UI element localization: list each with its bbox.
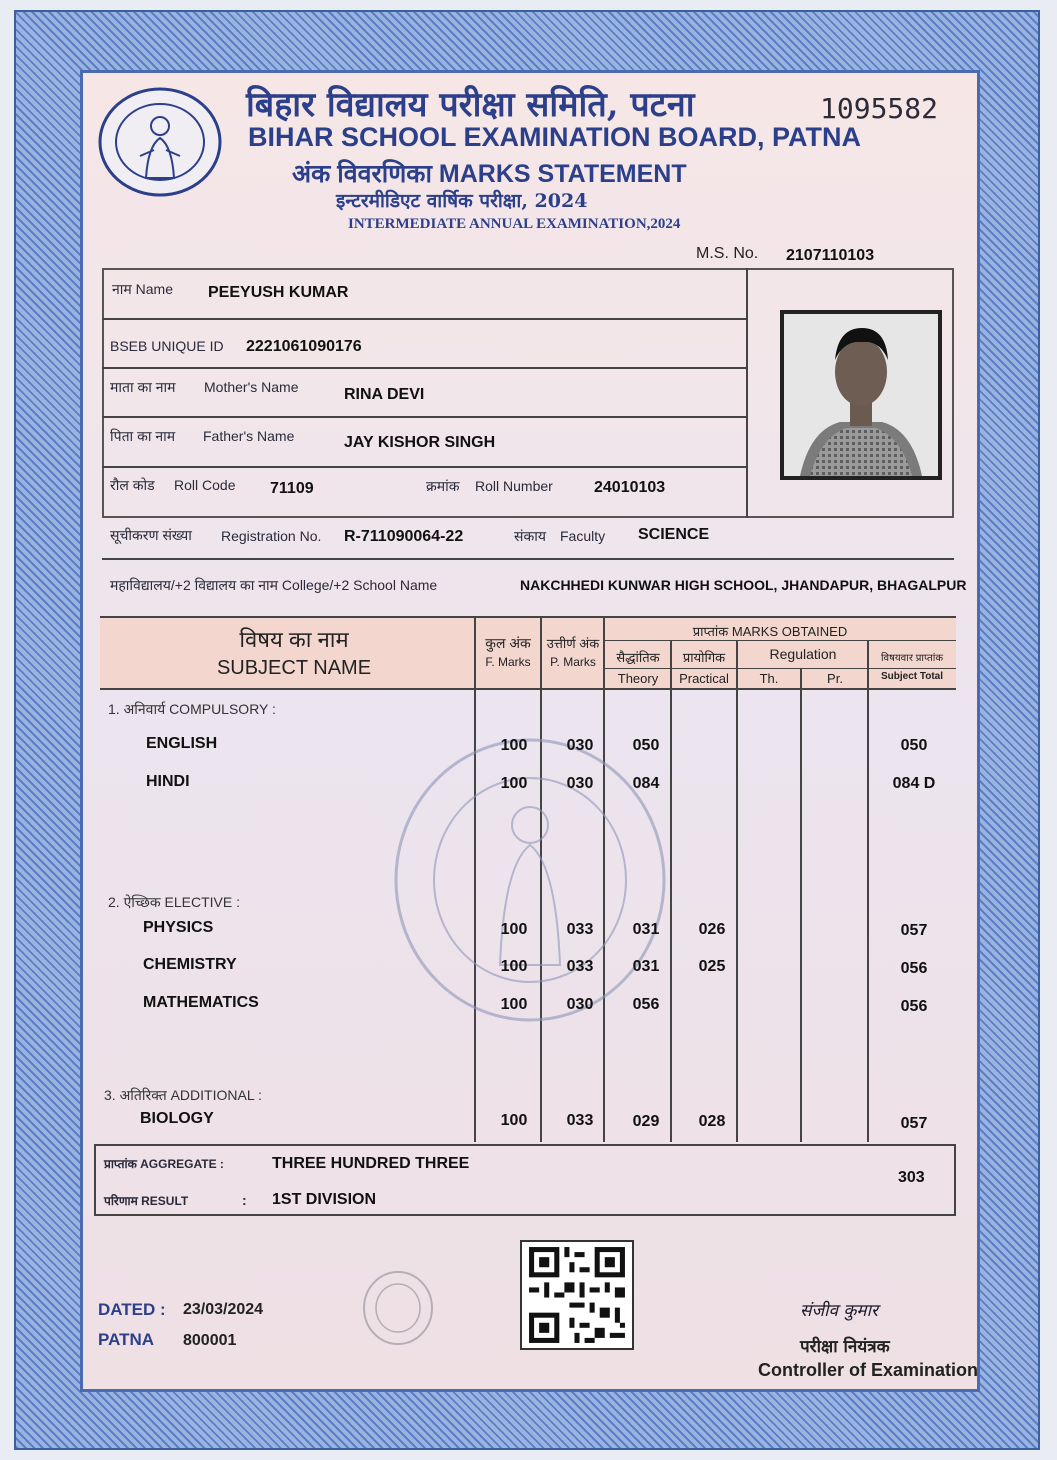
subject-total: 057 xyxy=(900,922,928,939)
full-marks: 100 xyxy=(500,996,528,1013)
ms-no-label: M.S. No. xyxy=(696,245,759,262)
pmarks-header-english: P. Marks xyxy=(550,655,596,669)
marks-obtained-header: प्राप्तांक MARKS OBTAINED xyxy=(692,624,848,639)
practical-header-english: Practical xyxy=(679,671,729,686)
qr-code-icon xyxy=(522,1242,632,1348)
regulation-header: Regulation xyxy=(769,646,837,662)
pin-code: 800001 xyxy=(183,1332,237,1349)
theory-header-hindi: सैद्धांतिक xyxy=(616,650,660,665)
subject-total: 057 xyxy=(900,1115,928,1132)
pass-marks: 030 xyxy=(566,737,594,754)
theory-marks: 031 xyxy=(632,921,660,938)
subject-name: CHEMISTRY xyxy=(143,956,237,973)
section-compulsory: 1. अनिवार्य COMPULSORY : xyxy=(108,701,276,717)
fmarks-header-english: F. Marks xyxy=(485,655,531,669)
controller-signature: संजीव कुमार xyxy=(800,1301,878,1321)
reg-label-english: Registration No. xyxy=(221,528,322,544)
rollcode-label-english: Roll Code xyxy=(174,477,236,493)
board-seal-logo xyxy=(96,86,224,198)
pass-marks: 033 xyxy=(566,921,594,938)
subject-name: BIOLOGY xyxy=(140,1110,214,1127)
practical-marks: 025 xyxy=(698,958,726,975)
aggregate-words: THREE HUNDRED THREE xyxy=(272,1155,470,1172)
subject-header-hindi: विषय का नाम xyxy=(239,627,349,652)
reg-value: R-711090064-22 xyxy=(344,528,464,545)
rollno-label-english: Roll Number xyxy=(475,478,553,494)
full-marks: 100 xyxy=(500,958,528,975)
place-label: PATNA xyxy=(98,1330,155,1349)
uid-label: BSEB UNIQUE ID xyxy=(110,338,224,354)
fmarks-header-hindi: कुल अंक xyxy=(485,635,531,651)
practical-marks: 026 xyxy=(698,921,726,938)
father-name: JAY KISHOR SINGH xyxy=(344,434,496,451)
theory-header-english: Theory xyxy=(617,671,659,686)
subject-total-header-hindi: विषयवार प्राप्तांक xyxy=(880,653,944,664)
subject-name: HINDI xyxy=(146,773,190,790)
student-photo xyxy=(780,310,942,480)
subject-total: 056 xyxy=(900,998,928,1015)
theory-marks: 056 xyxy=(632,996,660,1013)
result-value: 1ST DIVISION xyxy=(272,1191,377,1208)
rollno-label-hindi: क्रमांक xyxy=(426,478,460,494)
exam-title-english: INTERMEDIATE ANNUAL EXAMINATION,2024 xyxy=(348,216,681,232)
issue-date: 23/03/2024 xyxy=(183,1301,264,1318)
qr-code-frame xyxy=(520,1240,634,1350)
aggregate-total: 303 xyxy=(898,1169,925,1186)
regulation-th-header: Th. xyxy=(759,671,779,686)
full-marks: 100 xyxy=(500,1112,528,1129)
practical-header-hindi: प्रायोगिक xyxy=(682,650,726,665)
subject-total: 056 xyxy=(900,960,928,977)
rollcode-value: 71109 xyxy=(270,480,314,497)
theory-marks: 029 xyxy=(632,1113,660,1130)
dated-label: DATED : xyxy=(98,1300,166,1319)
statement-title: अंक विवरणिका MARKS STATEMENT xyxy=(292,160,687,188)
serial-number: 1095582 xyxy=(820,92,939,125)
faculty-value: SCIENCE xyxy=(638,526,710,543)
regulation-pr-header: Pr. xyxy=(827,671,843,686)
full-marks: 100 xyxy=(500,775,528,792)
uid-value: 2221061090176 xyxy=(246,338,362,355)
pmarks-header-hindi: उत्तीर्ण अंक xyxy=(546,636,600,651)
pass-marks: 033 xyxy=(566,1112,594,1129)
faculty-label-hindi: संकाय xyxy=(514,528,546,544)
embossed-seal xyxy=(360,1268,436,1348)
college-label: महाविद्यालय/+2 विद्यालय का नाम College/+2 School Name xyxy=(110,577,438,593)
father-label-english: Father's Name xyxy=(203,428,295,444)
result-separator: : xyxy=(242,1192,247,1208)
name-label: नाम Name xyxy=(112,281,174,297)
college-name: NAKCHHEDI KUNWAR HIGH SCHOOL, JHANDAPUR, BHAGALPUR xyxy=(520,577,967,593)
controller-title-english: Controller of Examination xyxy=(758,1360,979,1380)
subject-total-header-english: Subject Total xyxy=(880,671,944,682)
student-name: PEEYUSH KUMAR xyxy=(208,284,349,301)
section-elective: 2. ऐच्छिक ELECTIVE : xyxy=(108,894,241,910)
subject-name: PHYSICS xyxy=(143,919,214,936)
subject-total: 084 D xyxy=(892,775,936,792)
board-title-hindi: बिहार विद्यालय परीक्षा समिति, पटना xyxy=(246,85,695,125)
reg-label-hindi: सूचीकरण संख्या xyxy=(110,527,192,543)
subject-total: 050 xyxy=(900,737,928,754)
practical-marks: 028 xyxy=(698,1113,726,1130)
aggregate-label: प्राप्तांक AGGREGATE : xyxy=(104,1157,224,1171)
full-marks: 100 xyxy=(500,921,528,938)
full-marks: 100 xyxy=(500,737,528,754)
faculty-label-english: Faculty xyxy=(560,528,606,544)
controller-title-hindi: परीक्षा नियंत्रक xyxy=(800,1337,890,1357)
father-label-hindi: पिता का नाम xyxy=(110,428,176,444)
mother-label-hindi: माता का नाम xyxy=(110,379,176,395)
subject-name: ENGLISH xyxy=(146,735,218,752)
subject-header-english: SUBJECT NAME xyxy=(216,657,372,679)
subject-name: MATHEMATICS xyxy=(143,994,259,1011)
rollcode-label-hindi: रौल कोड xyxy=(110,477,155,493)
pass-marks: 030 xyxy=(566,996,594,1013)
board-title-english: BIHAR SCHOOL EXAMINATION BOARD, PATNA xyxy=(248,122,861,152)
mother-label-english: Mother's Name xyxy=(204,379,299,395)
section-additional: 3. अतिरिक्त ADDITIONAL : xyxy=(104,1087,262,1103)
mother-name: RINA DEVI xyxy=(344,386,425,403)
result-label: परिणाम RESULT xyxy=(104,1194,189,1208)
pass-marks: 033 xyxy=(566,958,594,975)
rollno-value: 24010103 xyxy=(594,479,666,496)
theory-marks: 031 xyxy=(632,958,660,975)
pass-marks: 030 xyxy=(566,775,594,792)
exam-title-hindi: इन्टरमीडिएट वार्षिक परीक्षा, 2024 xyxy=(336,190,588,212)
ms-no-value: 2107110103 xyxy=(786,247,875,264)
theory-marks: 050 xyxy=(632,737,660,754)
theory-marks: 084 xyxy=(632,775,660,792)
